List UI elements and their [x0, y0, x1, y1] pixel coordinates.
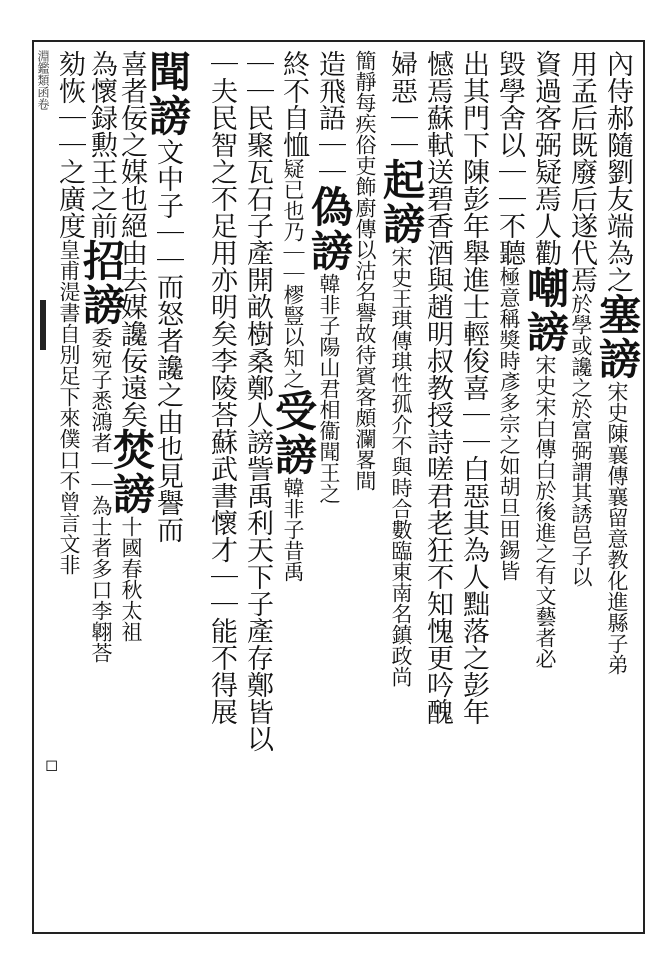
- headword-qi: 起謗: [377, 158, 426, 246]
- headword-fen: 焚謗: [107, 428, 156, 516]
- text-column-6: 憾焉蘇軾送碧香酒與趙明叔教授詩嗟君老狂不知愧更吟醜: [422, 50, 453, 725]
- text-column-13: 聞謗文中子｜｜而怒者讒之由也見譽而: [143, 50, 192, 543]
- headword-chao: 嘲謗: [521, 266, 570, 354]
- text-column-16: 劾恢｜｜之廣度皇甫湜書自別足下來僕口不曾言文非: [54, 50, 85, 575]
- text-column-1: 內侍郝隨劉友端為之塞謗宋史陳襄傳襄留意教化進縣子弟: [593, 50, 642, 675]
- text-column-7: 婦惡｜｜起謗宋史王琪傳琪性孤介不與時合數臨東南名鎮政尚: [377, 50, 426, 687]
- text-column-9: 造飛語｜｜偽謗韓非子陽山君相衞聞王之: [305, 50, 354, 504]
- headword-wei: 偽謗: [305, 185, 354, 273]
- text-column-2: 用孟后既廢后遂代焉於學或讒之於富弼謂其誘邑子以: [566, 50, 597, 587]
- text-column-8: 簡靜每疾俗吏飾廚傳以沽名譽故待賓客頗瀾畧間: [353, 50, 377, 491]
- spine-bar: [40, 300, 46, 350]
- corner-mark: ◻: [45, 755, 59, 774]
- text-column-3: 資過客弼疑焉人勸嘲謗宋史宋白傳白於後進之有文藝者必: [521, 50, 570, 669]
- spine-text: 淵鑑類函卷: [36, 50, 50, 110]
- text-column-15: 為懷録勲王之前招謗委宛子悉鴻者｜｜為士者多口李翺荅: [77, 50, 126, 663]
- headword-shou: 受謗: [269, 389, 318, 477]
- headword-zhao: 招謗: [77, 239, 126, 327]
- text-column-10: 終不自恤疑已也乃｜｜樛豎以知之受謗韓非子昔禹: [269, 50, 318, 582]
- headword-wen: 聞謗: [143, 50, 192, 138]
- text-column-4: 毀學舍以｜｜不聽極意稱獎時彥多宗之如胡旦田錫皆: [494, 50, 525, 581]
- text-column-5: 出其門下陳彭年舉進士輕俊喜｜｜白惡其為人黜落之彭年: [458, 50, 489, 725]
- text-column-12: ｜夫民智之不足用亦明矣李陵荅蘇武書懷才｜｜能不得展: [206, 50, 237, 725]
- text-column-11: ｜｜民聚瓦石子產開畝樹桑鄭人謗訾禹利天下子產存鄭皆以: [242, 50, 273, 752]
- text-column-14: 喜者佞之媒也絕由去媒讒佞遠矣焚謗十國春秋太祖: [107, 50, 156, 642]
- headword-sai: 塞謗: [593, 293, 642, 381]
